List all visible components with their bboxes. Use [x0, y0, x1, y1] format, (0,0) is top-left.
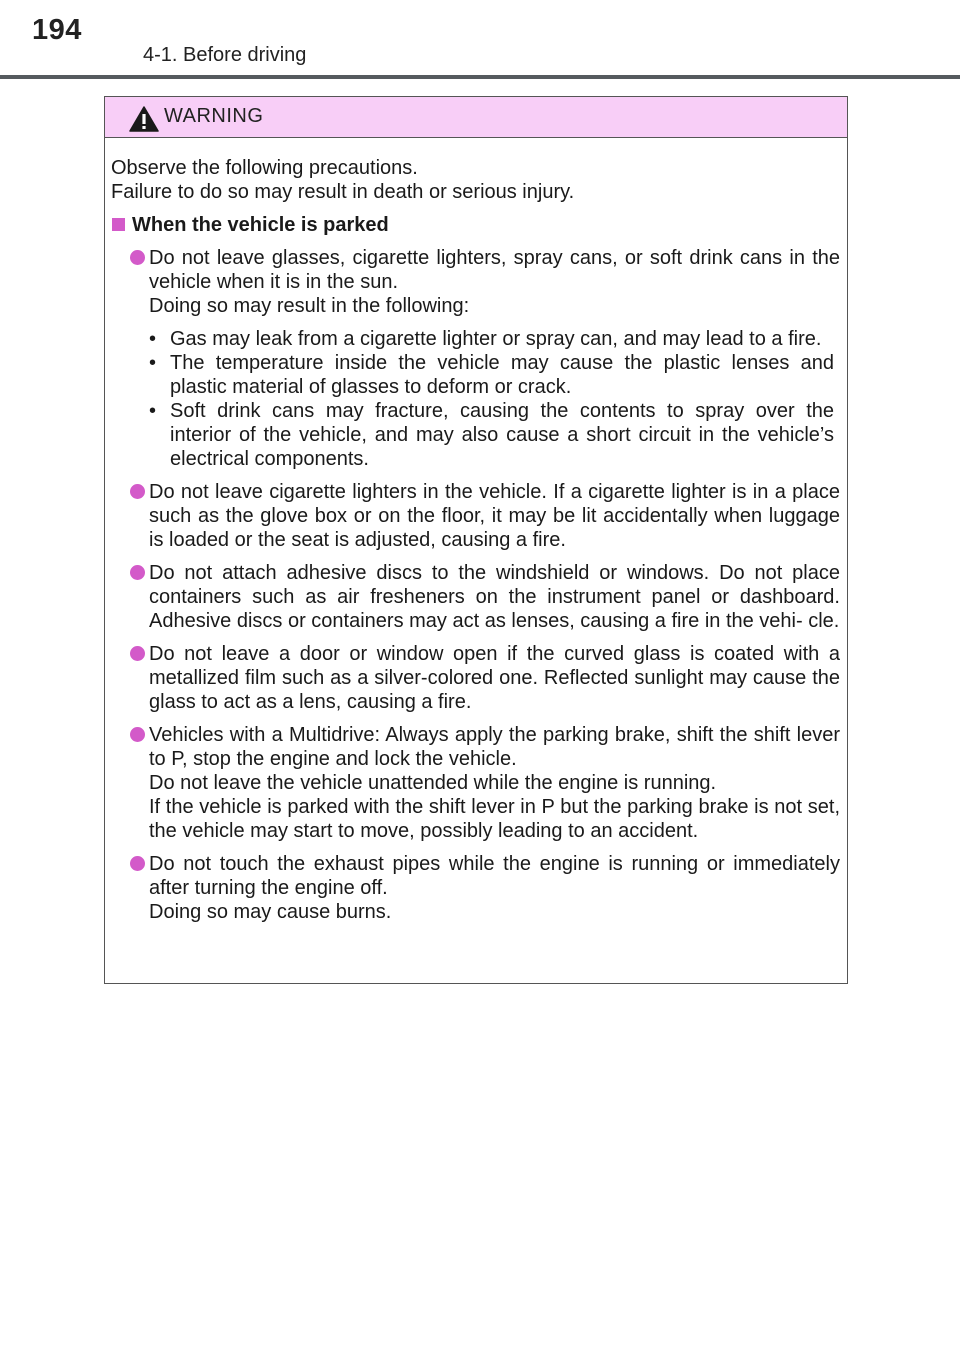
item-paragraph: Vehicles with a Multidrive: Always apply the parking brake, shift the shift lever to P, stop the engine and lock the vehicle.: [149, 724, 840, 770]
item-paragraph: Do not attach adhesive discs to the windshield or windows. Do not place containers such as air fresheners on the instrument panel or dashboard. Adhesive discs or containers may act as lenses, causing a fire in the vehi- cle.: [149, 562, 840, 632]
warning-intro: [111, 156, 840, 204]
sub-list-item: [149, 399, 834, 471]
item-paragraph: Do not leave cigarette lighters in the vehicle. If a cigarette lighter is in a place such as the glove box or on the floor, it may be lit accidentally when luggage is loaded or the seat is adjusted, causing a fire.: [149, 481, 840, 551]
sub-list-item: [149, 351, 834, 399]
item-paragraph: Do not touch the exhaust pipes while the engine is running or immediately after turning the engine off.: [149, 853, 840, 899]
list-item: [111, 561, 840, 633]
header-rule: [0, 75, 960, 79]
warning-label: WARNING: [164, 105, 264, 127]
item-paragraph: Do not leave glasses, cigarette lighters, spray cans, or soft drink cans in the vehicle when it is in the sun.: [149, 247, 840, 293]
intro-line: Failure to do so may result in death or serious injury.: [111, 181, 575, 203]
round-bullet-icon: [130, 856, 145, 871]
warning-box: [104, 96, 848, 984]
round-bullet-icon: [130, 565, 145, 580]
dot-bullet-icon: •: [149, 328, 157, 350]
list-item: [111, 480, 840, 552]
sub-item-text: Gas may leak from a cigarette lighter or spray can, and may lead to a fire.: [170, 328, 822, 350]
list-item: [111, 852, 840, 924]
list-item: [111, 246, 840, 471]
round-bullet-icon: [130, 484, 145, 499]
page-number: 194: [32, 14, 82, 46]
warning-header: [105, 97, 847, 138]
sub-item-text: Soft drink cans may fracture, causing the contents to spray over the interior of the vehicle, and may also cause a short circuit in the vehicle’s electrical components.: [170, 400, 834, 470]
dot-bullet-icon: •: [149, 400, 157, 422]
list-item: [111, 723, 840, 843]
sub-list: [149, 327, 840, 471]
item-paragraph: Doing so may result in the following:: [149, 295, 470, 317]
warning-triangle-icon: [129, 106, 159, 132]
subheading-text: When the vehicle is parked: [132, 214, 389, 236]
sub-list-item: [149, 327, 834, 351]
item-paragraph: Do not leave a door or window open if the curved glass is coated with a metallized film such as a silver-colored one. Reflected sunlight may cause the glass to act as a lens, causing a fire.: [149, 643, 840, 713]
round-bullet-icon: [130, 727, 145, 742]
round-bullet-icon: [130, 250, 145, 265]
subheading: [111, 213, 840, 237]
item-paragraph: Doing so may cause burns.: [149, 901, 392, 923]
sub-item-text: The temperature inside the vehicle may cause the plastic lenses and plastic material of glasses to deform or crack.: [170, 352, 834, 398]
item-paragraph: If the vehicle is parked with the shift lever in P but the parking brake is not set, the vehicle may start to move, possibly leading to an accident.: [149, 796, 840, 842]
square-bullet-icon: [112, 218, 125, 231]
page-header: [0, 0, 960, 80]
dot-bullet-icon: •: [149, 352, 157, 374]
item-paragraph: Do not leave the vehicle unattended while the engine is running.: [149, 772, 717, 794]
section-title: 4-1. Before driving: [143, 44, 307, 66]
intro-line: Observe the following precautions.: [111, 157, 418, 179]
round-bullet-icon: [130, 646, 145, 661]
list-item: [111, 642, 840, 714]
warning-body: [105, 138, 847, 924]
